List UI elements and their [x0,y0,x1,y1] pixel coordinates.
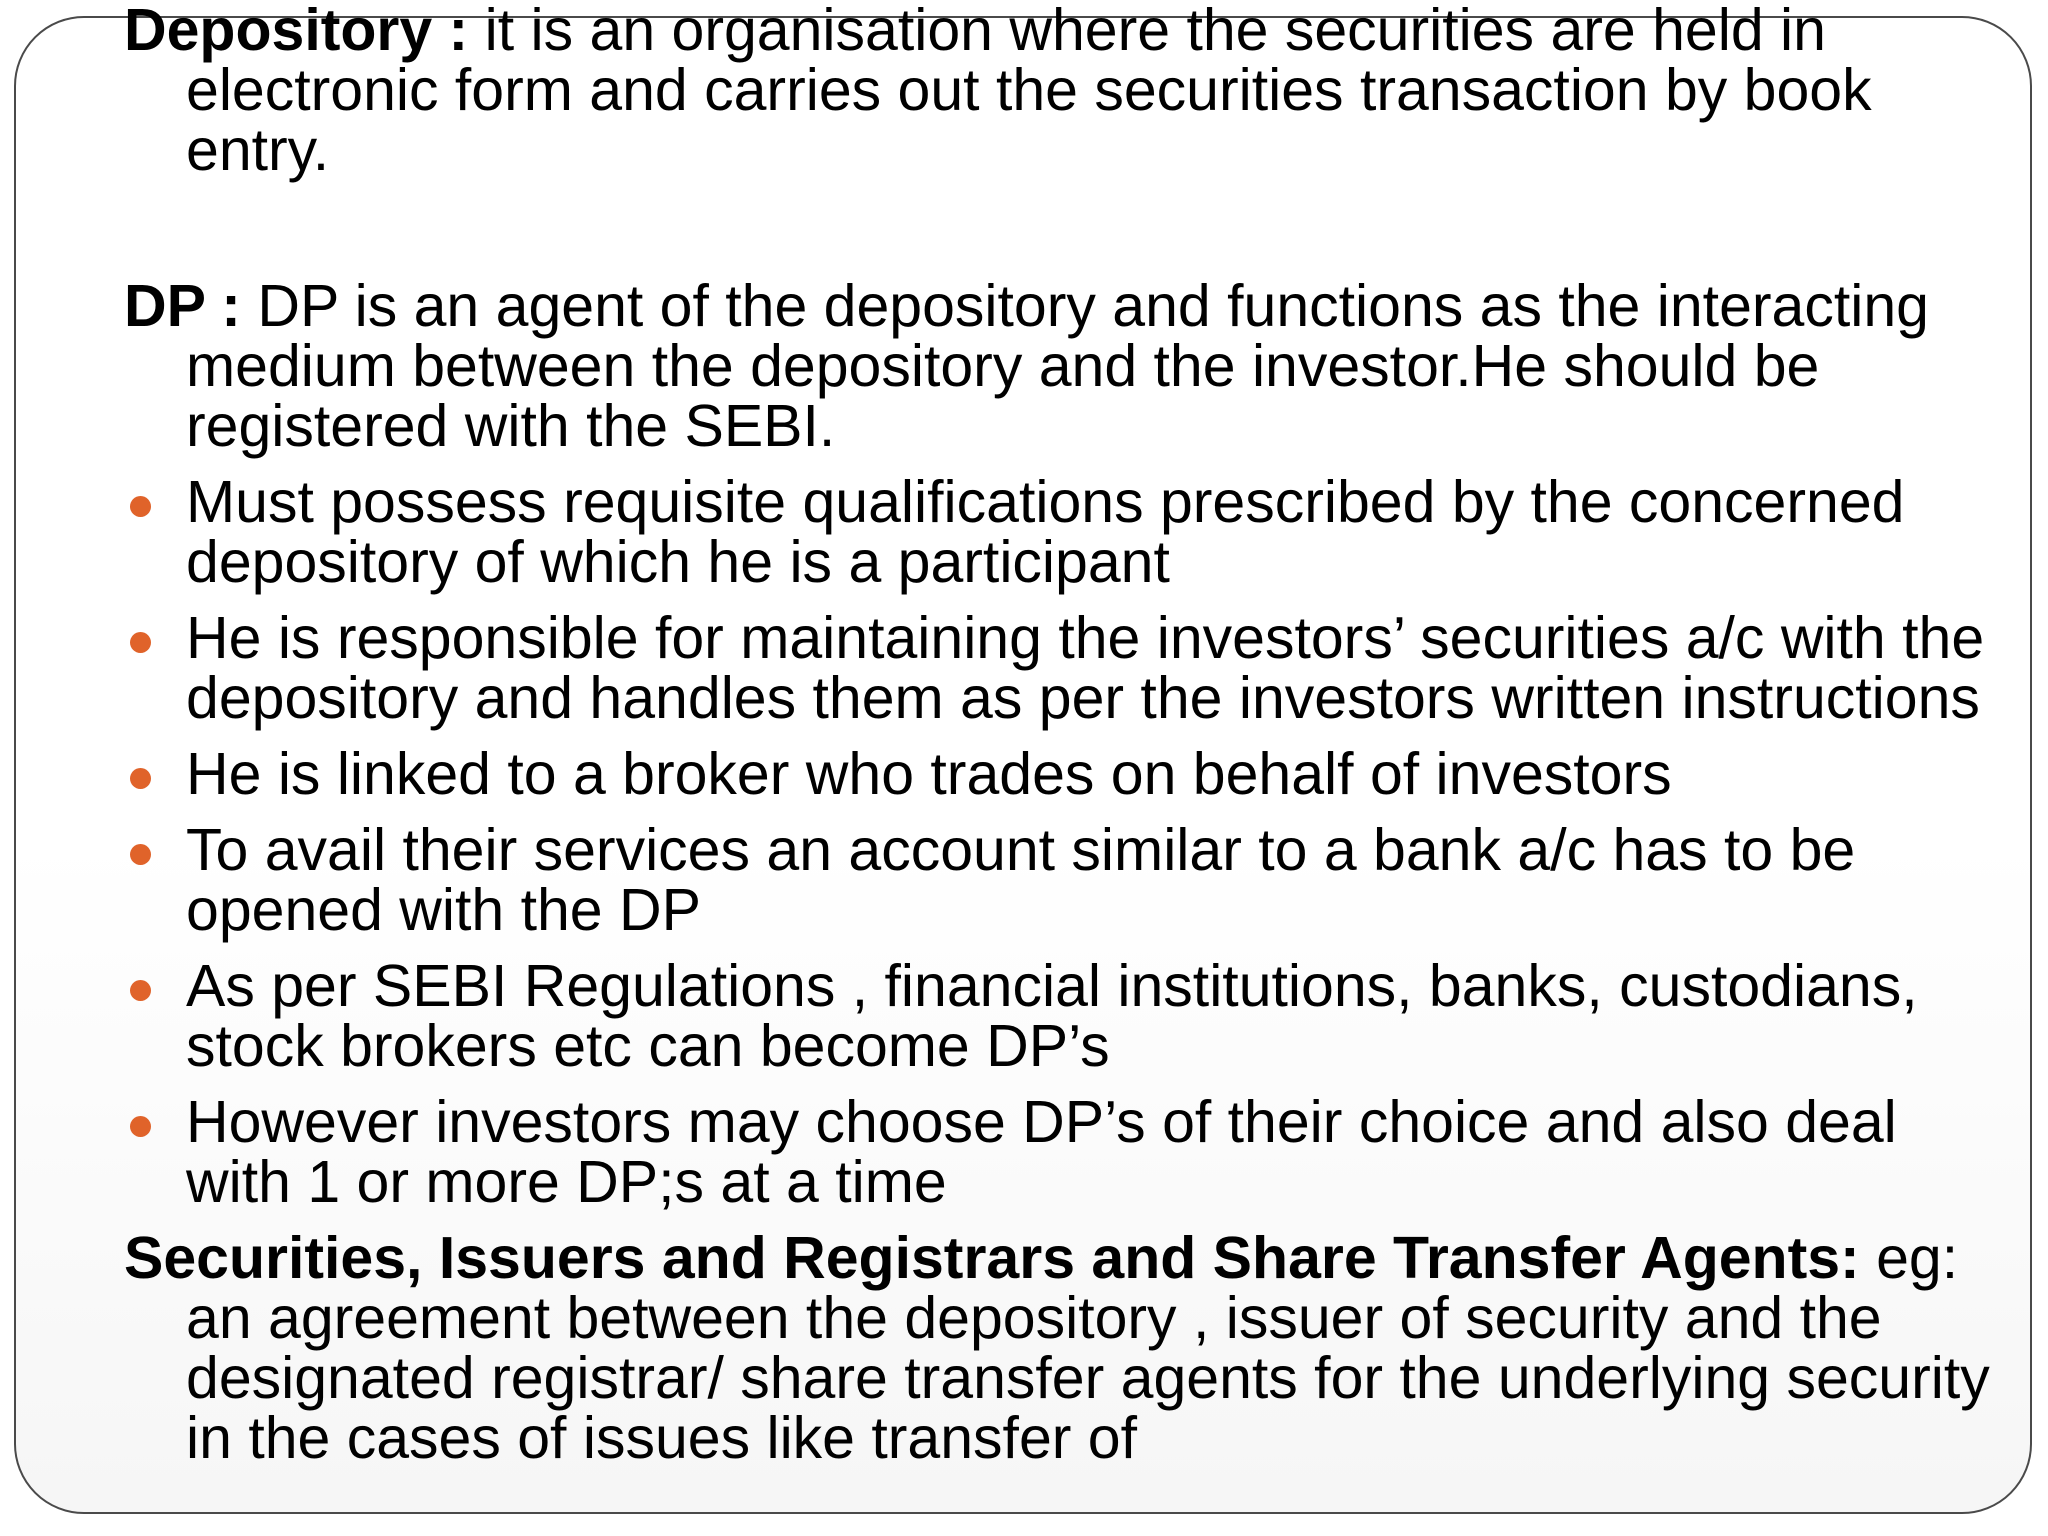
bullet-dot-icon [130,844,151,865]
bullet-text: He is responsible for maintaining the investors’ securities a/c with the depository and handles them as per the investors written instructions [186,605,1985,731]
list-item [124,469,2004,595]
list-item [124,1089,2004,1215]
dp-text: DP is an agent of the depository and functions as the interacting medium between the depository and the investor.He should be registered with the SEBI. [186,273,1929,459]
bullet-text: He is linked to a broker who trades on behalf of investors [186,741,1672,807]
list-item [124,953,2004,1079]
dp-bullet-list [124,469,2004,1215]
securities-term: Securities, Issuers and Registrars and Share Transfer Agents: [124,1225,1860,1291]
bullet-text: To avail their services an account similar to a bank a/c has to be opened with the DP [186,817,1856,943]
dp-definition [124,273,2004,459]
depository-term: Depository : [124,0,469,63]
depository-definition [124,0,2004,183]
bullet-dot-icon [130,980,151,1001]
slide-content [124,0,2004,1471]
bullet-text: Must possess requisite qualifications prescribed by the concerned depository of which he is a participant [186,469,1905,595]
spacer [124,180,2004,276]
list-item [124,741,2004,807]
bullet-text: As per SEBI Regulations , financial institutions, banks, custodians, stock brokers etc can become DP’s [186,953,1918,1079]
list-item [124,817,2004,943]
bullet-dot-icon [130,1116,151,1137]
bullet-dot-icon [130,632,151,653]
dp-term: DP : [124,273,241,339]
securities-text: eg: an agreement between the depository , issuer of security and the designated registrar/ share transfer agents for the underlying security in the cases of issues like transfer of [186,1225,1990,1471]
bullet-dot-icon [130,496,151,517]
bullet-dot-icon [130,768,151,789]
securities-definition [124,1225,2004,1471]
depository-text: it is an organisation where the securities are held in electronic form and carries out the securities transaction by book entry. [186,0,1872,183]
bullet-text: However investors may choose DP’s of their choice and also deal with 1 or more DP;s at a time [186,1089,1897,1215]
list-item [124,605,2004,731]
